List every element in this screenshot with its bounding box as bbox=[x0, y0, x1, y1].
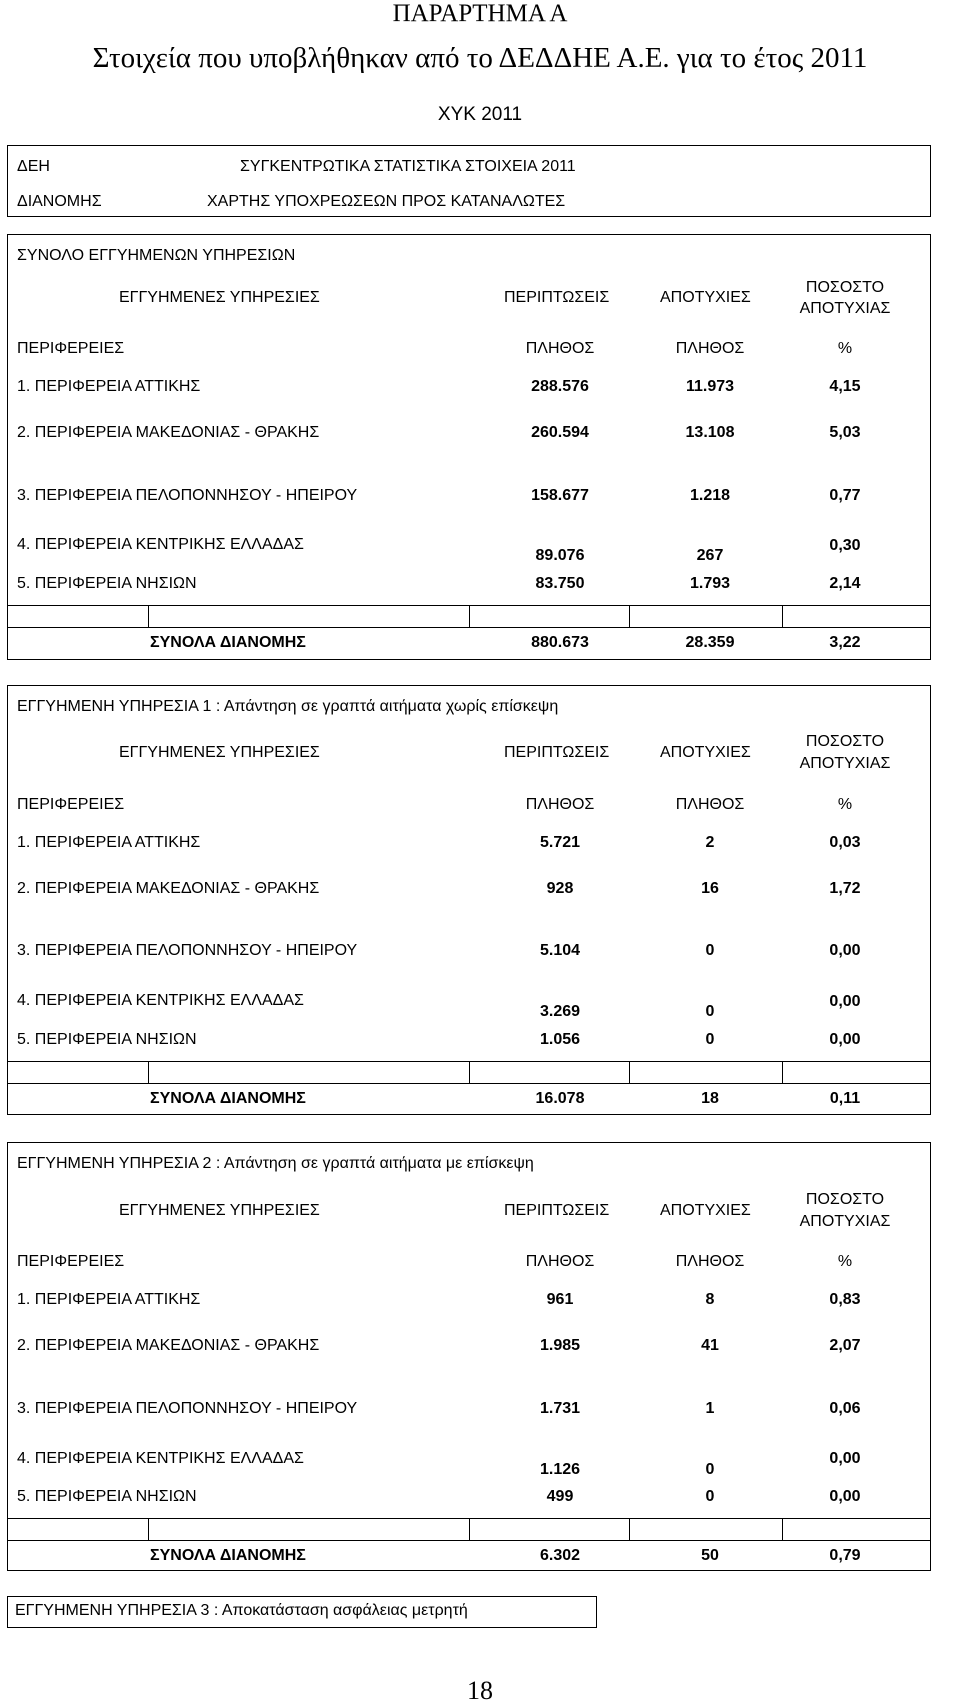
header-count-failures: ΠΛΗΘΟΣ bbox=[675, 1253, 745, 1270]
header-failures: ΑΠΟΤΥΧΙΕΣ bbox=[660, 1202, 751, 1219]
total-failures: 28.359 bbox=[685, 634, 735, 651]
failures-value: 0 bbox=[705, 1003, 715, 1020]
region-name: 3. ΠΕΡΙΦΕΡΕΙΑ ΠΕΛΟΠΟΝΝΗΣΟΥ - ΗΠΕΙΡΟΥ bbox=[17, 1400, 358, 1417]
failures-value: 1.218 bbox=[689, 487, 731, 504]
region-name: 3. ΠΕΡΙΦΕΡΕΙΑ ΠΕΛΟΠΟΝΝΗΣΟΥ - ΗΠΕΙΡΟΥ bbox=[17, 487, 358, 504]
rate-value: 0,30 bbox=[829, 537, 861, 554]
cases-value: 288.576 bbox=[531, 378, 589, 395]
header-failure-rate-line1: ΠΟΣΟΣΤΟ bbox=[805, 1191, 885, 1208]
failures-value: 1 bbox=[705, 1400, 715, 1417]
header-count-failures: ΠΛΗΘΟΣ bbox=[675, 340, 745, 357]
rate-value: 2,14 bbox=[829, 575, 861, 592]
cases-value: 260.594 bbox=[531, 424, 589, 441]
header-percent: % bbox=[837, 340, 853, 357]
xyk-heading: ΧΥΚ 2011 bbox=[437, 104, 523, 125]
cases-value: 499 bbox=[546, 1488, 574, 1505]
table-divider bbox=[629, 1518, 630, 1540]
failures-value: 2 bbox=[705, 834, 715, 851]
region-name: 1. ΠΕΡΙΦΕΡΕΙΑ ΑΤΤΙΚΗΣ bbox=[17, 834, 201, 851]
header-count-cases: ΠΛΗΘΟΣ bbox=[525, 340, 595, 357]
total-label: ΣΥΝΟΛΑ ΔΙΑΝΟΜΗΣ bbox=[150, 1547, 306, 1564]
table-divider bbox=[782, 605, 783, 627]
header-percent: % bbox=[837, 1253, 853, 1270]
rate-value: 0,06 bbox=[829, 1400, 861, 1417]
total-cases: 6.302 bbox=[539, 1547, 581, 1564]
cases-value: 1.056 bbox=[539, 1031, 581, 1048]
table-divider bbox=[148, 1061, 149, 1083]
failures-value: 11.973 bbox=[685, 378, 735, 395]
cases-value: 1.126 bbox=[539, 1461, 581, 1478]
cases-value: 1.731 bbox=[539, 1400, 581, 1417]
rate-value: 1,72 bbox=[829, 880, 861, 897]
info-statistics-label: ΣΥΓΚΕΝΤΡΩΤΙΚΑ ΣΤΑΤΙΣΤΙΚΑ ΣΤΟΙΧΕΙΑ 2011 bbox=[240, 158, 576, 175]
total-failures: 50 bbox=[701, 1547, 719, 1564]
cases-value: 961 bbox=[546, 1291, 574, 1308]
header-guaranteed-services: ΕΓΓΥΗΜΕΝΕΣ ΥΠΗΡΕΣΙΕΣ bbox=[119, 744, 320, 761]
header-failure-rate-line1: ΠΟΣΟΣΤΟ bbox=[805, 733, 885, 750]
header-regions: ΠΕΡΙΦΕΡΕΙΕΣ bbox=[17, 1253, 125, 1270]
region-name: 4. ΠΕΡΙΦΕΡΕΙΑ ΚΕΝΤΡΙΚΗΣ ΕΛΛΑΔΑΣ bbox=[17, 1450, 304, 1467]
section-title: ΕΓΓΥΗΜΕΝΗ ΥΠΗΡΕΣΙΑ 2 : Απάντηση σε γραπτά αιτήματα με επίσκεψη bbox=[17, 1155, 534, 1172]
cases-value: 5.104 bbox=[539, 942, 581, 959]
failures-value: 1.793 bbox=[689, 575, 731, 592]
header-regions: ΠΕΡΙΦΕΡΕΙΕΣ bbox=[17, 340, 125, 357]
region-name: 2. ΠΕΡΙΦΕΡΕΙΑ ΜΑΚΕΔΟΝΙΑΣ - ΘΡΑΚΗΣ bbox=[17, 1337, 320, 1354]
failures-value: 0 bbox=[705, 1488, 715, 1505]
rate-value: 0,00 bbox=[829, 1031, 861, 1048]
region-name: 5. ΠΕΡΙΦΕΡΕΙΑ ΝΗΣΙΩΝ bbox=[17, 1488, 197, 1505]
section-title: ΕΓΓΥΗΜΕΝΗ ΥΠΗΡΕΣΙΑ 1 : Απάντηση σε γραπτά αιτήματα χωρίς επίσκεψη bbox=[17, 698, 559, 715]
region-name: 5. ΠΕΡΙΦΕΡΕΙΑ ΝΗΣΙΩΝ bbox=[17, 1031, 197, 1048]
total-rate: 3,22 bbox=[829, 634, 861, 651]
region-name: 4. ΠΕΡΙΦΕΡΕΙΑ ΚΕΝΤΡΙΚΗΣ ΕΛΛΑΔΑΣ bbox=[17, 536, 304, 553]
header-failure-rate-line1: ΠΟΣΟΣΤΟ bbox=[805, 279, 885, 296]
table-divider bbox=[7, 1540, 931, 1541]
header-cases: ΠΕΡΙΠΤΩΣΕΙΣ bbox=[504, 1202, 610, 1219]
document-title: ΠΑΡΑΡΤΗΜΑ Α bbox=[392, 0, 568, 27]
table-divider bbox=[782, 1061, 783, 1083]
section-title: ΕΓΓΥΗΜΕΝΗ ΥΠΗΡΕΣΙΑ 3 : Αποκατάσταση ασφάλειας μετρητή bbox=[15, 1602, 468, 1619]
table-divider bbox=[629, 1061, 630, 1083]
rate-value: 5,03 bbox=[829, 424, 861, 441]
total-failures: 18 bbox=[701, 1090, 719, 1107]
header-failure-rate-line2: ΑΠΟΤΥΧΙΑΣ bbox=[799, 1213, 891, 1230]
table-divider bbox=[469, 605, 470, 627]
table-divider bbox=[629, 605, 630, 627]
table-divider bbox=[148, 605, 149, 627]
header-cases: ΠΕΡΙΠΤΩΣΕΙΣ bbox=[504, 744, 610, 761]
failures-value: 267 bbox=[696, 547, 724, 564]
header-guaranteed-services: ΕΓΓΥΗΜΕΝΕΣ ΥΠΗΡΕΣΙΕΣ bbox=[119, 289, 320, 306]
cases-value: 3.269 bbox=[539, 1003, 581, 1020]
failures-value: 41 bbox=[701, 1337, 719, 1354]
rate-value: 0,00 bbox=[829, 993, 861, 1010]
header-failures: ΑΠΟΤΥΧΙΕΣ bbox=[660, 289, 751, 306]
rate-value: 2,07 bbox=[829, 1337, 861, 1354]
cases-value: 89.076 bbox=[535, 547, 585, 564]
table-divider bbox=[782, 1518, 783, 1540]
region-name: 1. ΠΕΡΙΦΕΡΕΙΑ ΑΤΤΙΚΗΣ bbox=[17, 378, 201, 395]
region-name: 2. ΠΕΡΙΦΕΡΕΙΑ ΜΑΚΕΔΟΝΙΑΣ - ΘΡΑΚΗΣ bbox=[17, 880, 320, 897]
cases-value: 83.750 bbox=[535, 575, 585, 592]
info-distribution-label: ΔΙΑΝΟΜΗΣ bbox=[17, 193, 102, 210]
table-divider bbox=[148, 1518, 149, 1540]
header-count-cases: ΠΛΗΘΟΣ bbox=[525, 796, 595, 813]
failures-value: 0 bbox=[705, 942, 715, 959]
total-cases: 880.673 bbox=[531, 634, 589, 651]
section-title: ΣΥΝΟΛΟ ΕΓΓΥΗΜΕΝΩΝ ΥΠΗΡΕΣΙΩΝ bbox=[17, 247, 296, 264]
header-count-cases: ΠΛΗΘΟΣ bbox=[525, 1253, 595, 1270]
failures-value: 0 bbox=[705, 1031, 715, 1048]
header-failures: ΑΠΟΤΥΧΙΕΣ bbox=[660, 744, 751, 761]
total-label: ΣΥΝΟΛΑ ΔΙΑΝΟΜΗΣ bbox=[150, 634, 306, 651]
total-rate: 0,11 bbox=[829, 1090, 861, 1107]
cases-value: 158.677 bbox=[531, 487, 589, 504]
region-name: 1. ΠΕΡΙΦΕΡΕΙΑ ΑΤΤΙΚΗΣ bbox=[17, 1291, 201, 1308]
total-rate: 0,79 bbox=[829, 1547, 861, 1564]
header-failure-rate-line2: ΑΠΟΤΥΧΙΑΣ bbox=[799, 300, 891, 317]
failures-value: 13.108 bbox=[685, 424, 735, 441]
cases-value: 5.721 bbox=[539, 834, 581, 851]
rate-value: 0,03 bbox=[829, 834, 861, 851]
table-divider bbox=[7, 1083, 931, 1084]
rate-value: 0,00 bbox=[829, 1488, 861, 1505]
table-divider bbox=[469, 1061, 470, 1083]
failures-value: 8 bbox=[705, 1291, 715, 1308]
page-number: 18 bbox=[467, 1676, 493, 1705]
total-label: ΣΥΝΟΛΑ ΔΙΑΝΟΜΗΣ bbox=[150, 1090, 306, 1107]
region-name: 5. ΠΕΡΙΦΕΡΕΙΑ ΝΗΣΙΩΝ bbox=[17, 575, 197, 592]
header-regions: ΠΕΡΙΦΕΡΕΙΕΣ bbox=[17, 796, 125, 813]
rate-value: 4,15 bbox=[829, 378, 861, 395]
info-dei-label: ΔΕΗ bbox=[17, 158, 50, 175]
total-cases: 16.078 bbox=[535, 1090, 585, 1107]
table-divider bbox=[469, 1518, 470, 1540]
table-divider bbox=[7, 627, 931, 628]
region-name: 3. ΠΕΡΙΦΕΡΕΙΑ ΠΕΛΟΠΟΝΝΗΣΟΥ - ΗΠΕΙΡΟΥ bbox=[17, 942, 358, 959]
rate-value: 0,83 bbox=[829, 1291, 861, 1308]
failures-value: 16 bbox=[701, 880, 719, 897]
header-percent: % bbox=[837, 796, 853, 813]
region-name: 4. ΠΕΡΙΦΕΡΕΙΑ ΚΕΝΤΡΙΚΗΣ ΕΛΛΑΔΑΣ bbox=[17, 992, 304, 1009]
header-guaranteed-services: ΕΓΓΥΗΜΕΝΕΣ ΥΠΗΡΕΣΙΕΣ bbox=[119, 1202, 320, 1219]
cases-value: 1.985 bbox=[539, 1337, 581, 1354]
rate-value: 0,00 bbox=[829, 942, 861, 959]
header-cases: ΠΕΡΙΠΤΩΣΕΙΣ bbox=[504, 289, 610, 306]
info-charter-label: ΧΑΡΤΗΣ ΥΠΟΧΡΕΩΣΕΩΝ ΠΡΟΣ ΚΑΤΑΝΑΛΩΤΕΣ bbox=[207, 193, 566, 210]
header-count-failures: ΠΛΗΘΟΣ bbox=[675, 796, 745, 813]
rate-value: 0,00 bbox=[829, 1450, 861, 1467]
failures-value: 0 bbox=[705, 1461, 715, 1478]
header-failure-rate-line2: ΑΠΟΤΥΧΙΑΣ bbox=[799, 755, 891, 772]
document-subtitle: Στοιχεία που υποβλήθηκαν από το ΔΕΔΔΗΕ Α.Ε. για το έτος 2011 bbox=[92, 42, 868, 74]
cases-value: 928 bbox=[546, 880, 574, 897]
rate-value: 0,77 bbox=[829, 487, 861, 504]
region-name: 2. ΠΕΡΙΦΕΡΕΙΑ ΜΑΚΕΔΟΝΙΑΣ - ΘΡΑΚΗΣ bbox=[17, 424, 320, 441]
